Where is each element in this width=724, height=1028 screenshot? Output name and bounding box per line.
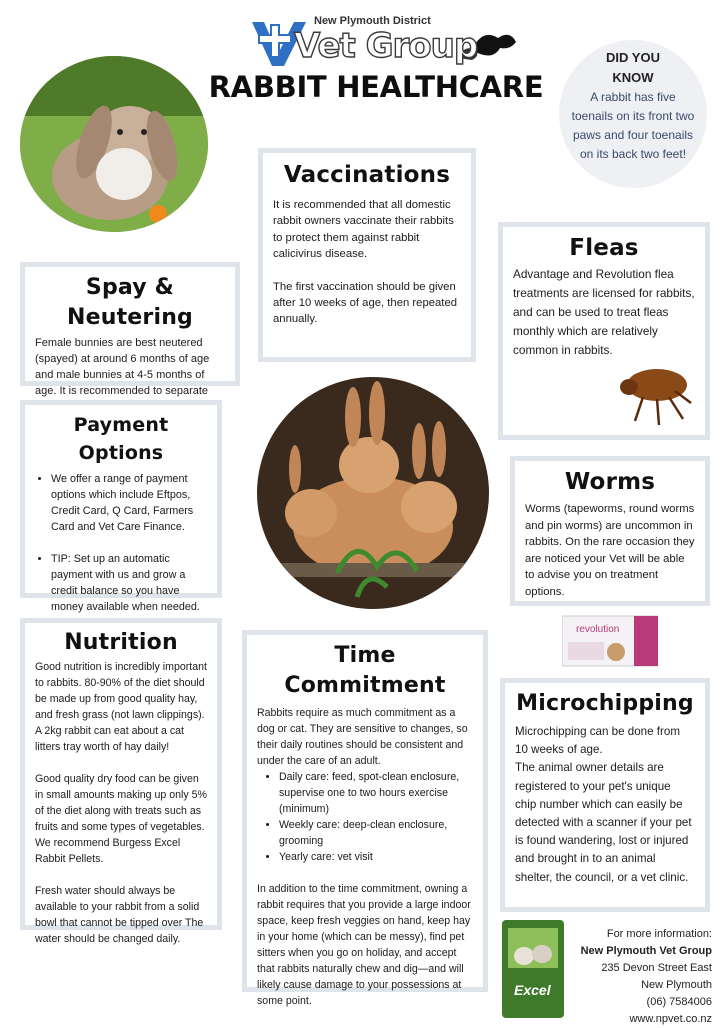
page-title: RABBIT HEALTHCARE [208,70,544,104]
rabbits-group-photo [257,377,489,609]
payment-tip-item: • TIP: Set up an automatic payment with us and grow a credit balance so you have money available when needed. [51,551,207,615]
nutrition-text-3: Fresh water should always be available to your rabbit from a solid bowl that cannot be tipped over The water should be changed daily. [35,885,204,945]
daily-care-item: • Daily care: feed, spot-clean enclosure, supervise one to two hours exercise (minimum) [279,769,473,817]
address-street: 235 Devon Street East [601,962,712,974]
care-schedule-list [257,769,473,865]
nutrition-card [20,618,222,945]
vaccinations-text-1: It is recommended that all domestic rabbit owners vaccinate their rabbits to protect them against rabbit calicivirus disease. [273,199,454,261]
did-you-know-bubble [559,40,707,188]
time-commitment-text-2: In addition to the time commitment, owning a rabbit requires that you provide a large indoor space, keep fresh veggies on hand, keep hay in your home (which can be messy), find pet sitters when you go on holiday, and accept that rabbits naturally chew and dig—and will likely cause damage to your possessions at some point. [257,883,471,1007]
excel-food-bag [498,920,568,1018]
vaccinations-text-2: The first vaccination should be given after 10 weeks of age, then repeated annually. [273,280,458,326]
lop-rabbit-photo [20,56,208,232]
microchipping-title: Microchipping [516,691,694,716]
did-you-know-heading-2: KNOW [612,70,654,85]
revolution-product-box [562,612,658,670]
fleas-text: Advantage and Revolution flea treatments are licensed for rabbits, and can be used to treat fleas monthly which are relatively common in rabbits. [513,267,695,357]
microchipping-text-1: Microchipping can be done from 10 weeks of age. [515,725,680,757]
payment-options-card [20,400,222,613]
time-commitment-title: Time Commitment [284,643,446,698]
did-you-know-heading: DID YOU [606,50,660,65]
website-link[interactable]: www.npvet.co.nz [629,1013,712,1025]
logo-wordmark: Vet Group [294,26,478,66]
time-commitment-card [242,630,488,1007]
microchipping-text-2: The animal owner details are registered to your pet's unique chip number which can easily be detected with a scanner if your pet is found wandering, lost or injured and brought in to an animal shelter, the council, or a vet clinic. [515,761,692,884]
yearly-care-item: • Yearly care: vet visit [279,849,473,865]
worms-title: Worms [564,469,656,495]
fleas-card [498,222,710,440]
address-city: New Plymouth [641,979,712,991]
contact-info [576,926,712,1028]
nutrition-text-1: Good nutrition is incredibly important to rabbits. 80-90% of the diet should be made up from good quality hay, and fresh grass (not lawn clippings). A 2kg rabbit can eat about a cat litters tray worth of hay daily! [35,661,207,753]
worms-card [510,456,710,606]
vaccinations-card [258,148,476,362]
spay-neutering-title: Spay & Neutering [66,275,194,330]
payment-option-item: • We offer a range of payment options which include Eftpos, Credit Card, Q Card, Farmers Card and Vet Care Finance. [51,471,207,535]
payment-options-list [35,471,207,615]
excel-bag-label: Excel [514,982,551,998]
did-you-know-text: A rabbit has five toenails on its front two paws and four toenails on its back two feet! [571,90,695,161]
payment-options-title: Payment Options [73,414,169,464]
flea-icon [613,361,693,431]
vaccinations-title: Vaccinations [283,162,451,188]
microchipping-card [500,678,710,912]
more-info-label: For more information: [606,928,712,940]
fleas-title: Fleas [569,235,639,261]
revolution-product-label: revolution [576,624,620,635]
phone-number: (06) 7584006 [646,996,712,1008]
clinic-name: New Plymouth Vet Group [580,945,712,957]
weekly-care-item: • Weekly care: deep-clean enclosure, grooming [279,817,473,849]
spay-neutering-text: Female bunnies are best neutered (spayed) at around 6 months of age and male bunnies at 4-5 months of age. It is recommended to separate [35,337,210,397]
time-commitment-text-1: Rabbits require as much commitment as a dog or cat. They are sensitive to changes, so their daily routines should be consistent and under the care of an adult. [257,707,468,767]
vet-group-logo [250,14,520,74]
nutrition-title: Nutrition [64,630,178,655]
spay-neutering-card [20,262,240,397]
nutrition-text-2: Good quality dry food can be given in small amounts making up only 5% of the diet along with treats such as fruits and some types of vegetables. We recommend Burgess Excel Rabbit Pellets. [35,773,207,865]
worms-text: Worms (tapeworms, round worms and pin worms) are uncommon in rabbits. On the rare occasion they are noticed your Vet will be able to advise you on treatment options. [525,503,695,598]
logo-subtitle: New Plymouth District [314,15,431,27]
